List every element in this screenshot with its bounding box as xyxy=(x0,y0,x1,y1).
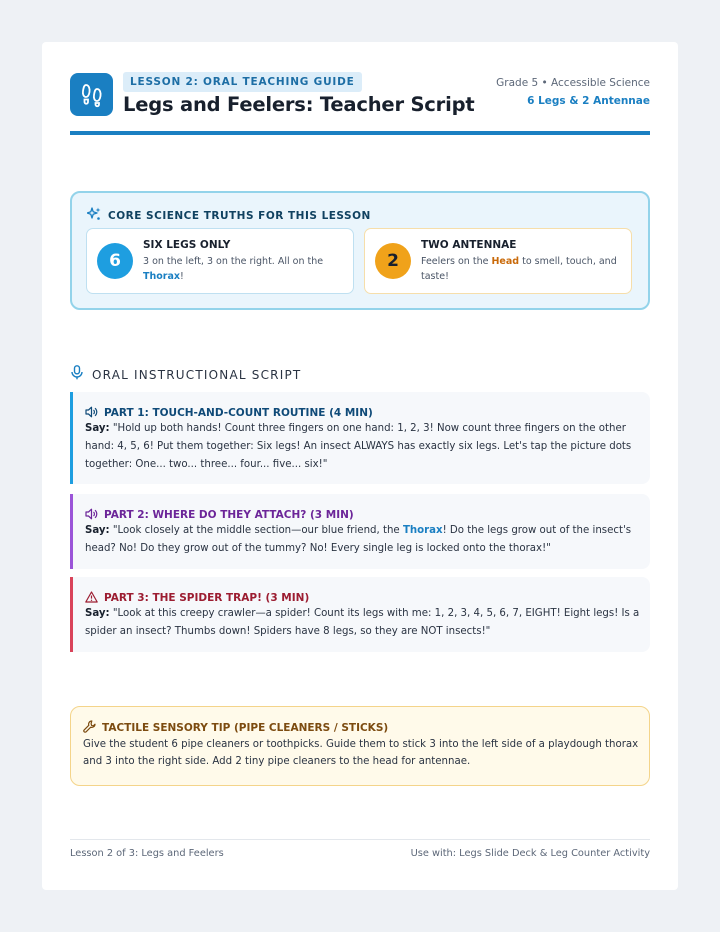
truth-number: 2 xyxy=(375,243,411,279)
header-meta xyxy=(496,77,650,107)
footprints-icon xyxy=(70,73,113,116)
say-label: Say: xyxy=(85,608,110,619)
header-divider xyxy=(70,131,650,135)
lesson-badge: LESSON 2: ORAL TEACHING GUIDE xyxy=(123,72,362,92)
focus-label: 6 Legs & 2 Antennae xyxy=(527,95,650,107)
part-title: PART 3: THE SPIDER TRAP! (3 MIN) xyxy=(104,591,310,604)
microphone-icon xyxy=(70,365,84,384)
tip-text: Give the student 6 pipe cleaners or toothpicks. Guide them to stick 3 into the left side of a playdough thorax and 3 into the right side. Add 2 tiny pipe cleaners to the head for antennae. xyxy=(83,739,639,767)
script-section-header xyxy=(70,365,301,384)
footer-lesson-label: Lesson 2 of 3: Legs and Feelers xyxy=(70,848,224,859)
script-part-3 xyxy=(70,577,650,652)
part-script-text: Say: "Look closely at the middle section—our blue friend, the Thorax! Do the legs grow out of the insect's head? No! Do they grow out of the tummy? No! Every single leg is locked onto the thorax!" xyxy=(85,525,632,554)
say-label: Say: xyxy=(85,423,110,434)
part-title: PART 2: WHERE DO THEY ATTACH? (3 MIN) xyxy=(104,508,354,521)
say-label: Say: xyxy=(85,525,110,536)
footer-materials-label: Use with: Legs Slide Deck & Leg Counter Activity xyxy=(410,848,650,859)
core-truths-panel xyxy=(70,191,650,310)
footer-divider xyxy=(70,839,650,840)
core-truths-header xyxy=(87,206,371,225)
lesson-page xyxy=(42,42,678,890)
page-title: Legs and Feelers: Teacher Script xyxy=(123,93,475,116)
head-highlight: Head xyxy=(491,256,520,267)
truth-card-legs xyxy=(86,228,354,294)
truth-title: SIX LEGS ONLY xyxy=(143,239,231,251)
part-title: PART 1: TOUCH-AND-COUNT ROUTINE (4 MIN) xyxy=(104,406,373,419)
core-truths-title: CORE SCIENCE TRUTHS FOR THIS LESSON xyxy=(108,209,371,222)
thorax-highlight: Thorax xyxy=(402,525,443,536)
wrench-icon xyxy=(83,718,96,737)
grade-label: Grade 5 • Accessible Science xyxy=(496,77,650,89)
tactile-tip-panel xyxy=(70,706,650,786)
script-section-title: ORAL INSTRUCTIONAL SCRIPT xyxy=(92,367,302,382)
truth-card-antennae xyxy=(364,228,632,294)
part-script-text: Say: "Look at this creepy crawler—a spider! Count its legs with me: 1, 2, 3, 4, 5, 6, 7, EIGHT! Eight legs! Is a spider an insect? Thumbs down! Spiders have 8 legs, so they are NOT insects!" xyxy=(85,608,640,637)
tip-header xyxy=(83,718,388,737)
page-header xyxy=(70,72,650,137)
truth-description: Feelers on the Head to smell, touch, and taste! xyxy=(421,256,617,282)
script-part-1 xyxy=(70,392,650,484)
truth-number: 6 xyxy=(97,243,133,279)
tip-title: TACTILE SENSORY TIP (PIPE CLEANERS / STICKS) xyxy=(102,721,389,734)
truth-title: TWO ANTENNAE xyxy=(421,239,517,251)
thorax-highlight: Thorax xyxy=(143,271,180,282)
part-script-text: Say: "Hold up both hands! Count three fingers on one hand: 1, 2, 3! Now count three fingers on the other hand: 4, 5, 6! Put them together: Six legs! An insect ALWAYS has exactly six legs. Let's tap the picture dots together: One... two... three... four... five... six!" xyxy=(85,423,632,470)
script-part-2 xyxy=(70,494,650,569)
sparkles-icon xyxy=(87,206,101,225)
truth-description: 3 on the left, 3 on the right. All on the Thorax! xyxy=(143,256,324,282)
